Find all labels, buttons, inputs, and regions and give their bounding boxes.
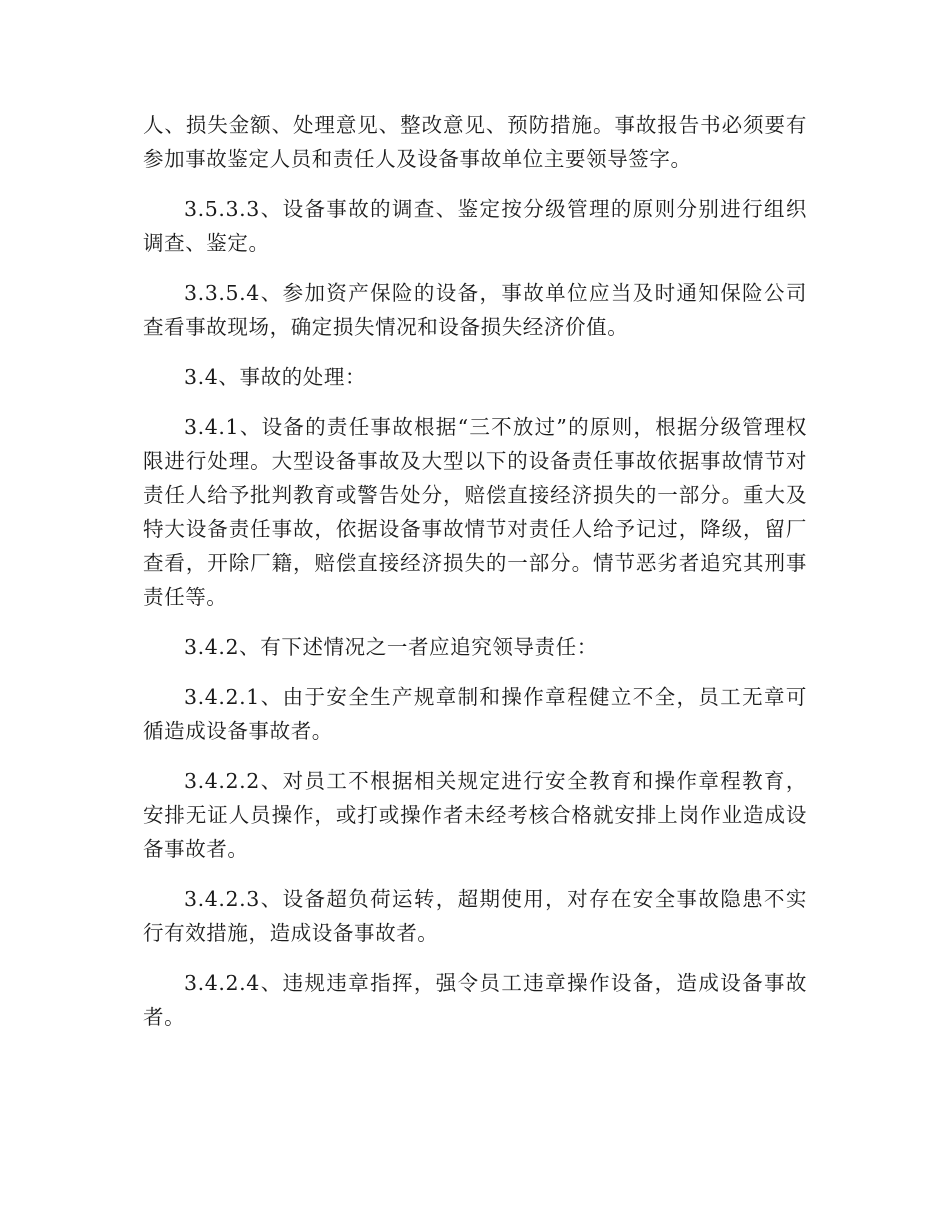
paragraph-8: 3.4.2.2、对员工不根据相关规定进行安全教育和操作章程教育，安排无证人员操作，或打或操作者未经考核合格就安排上岗作业造成设备事故者。 xyxy=(143,769,807,861)
paragraph-2: 3.5.3.3、设备事故的调查、鉴定按分级管理的原则分别进行组织调查、鉴定。 xyxy=(143,197,807,255)
paragraph-7: 3.4.2.1、由于安全生产规章制和操作章程健立不全，员工无章可循造成设备事故者。 xyxy=(143,685,807,743)
paragraph-3: 3.3.5.4、参加资产保险的设备，事故单位应当及时通知保险公司查看事故现场，确定损失情况和设备损失经济价值。 xyxy=(143,281,807,339)
paragraph-6: 3.4.2、有下述情况之一者应追究领导责任： xyxy=(184,635,598,659)
paragraph-4: 3.4、事故的处理： xyxy=(184,365,367,389)
paragraph-10: 3.4.2.4、违规违章指挥，强令员工违章操作设备，造成设备事故者。 xyxy=(143,971,807,1029)
paragraph-5: 3.4.1、设备的责任事故根据“三不放过”的原则，根据分级管理权限进行处理。大型设备事故及大型以下的设备责任事故依据事故情节对责任人给予批判教育或警告处分，赔偿直接经济损失的一部分。重大及特大设备责任事故，依据设备事故情节对责任人给予记过，降级，留厂查看，开除厂籍，赔偿直接经济损失的一部分。情节恶劣者追究其刑事责任等。 xyxy=(143,415,807,609)
paragraph-1: 人、损失金额、处理意见、整改意见、预防措施。事故报告书必须要有参加事故鉴定人员和责任人及设备事故单位主要领导签字。 xyxy=(143,113,807,171)
paragraph-9: 3.4.2.3、设备超负荷运转，超期使用，对存在安全事故隐患不实行有效措施，造成设备事故者。 xyxy=(143,887,807,945)
document-body xyxy=(143,108,807,1050)
